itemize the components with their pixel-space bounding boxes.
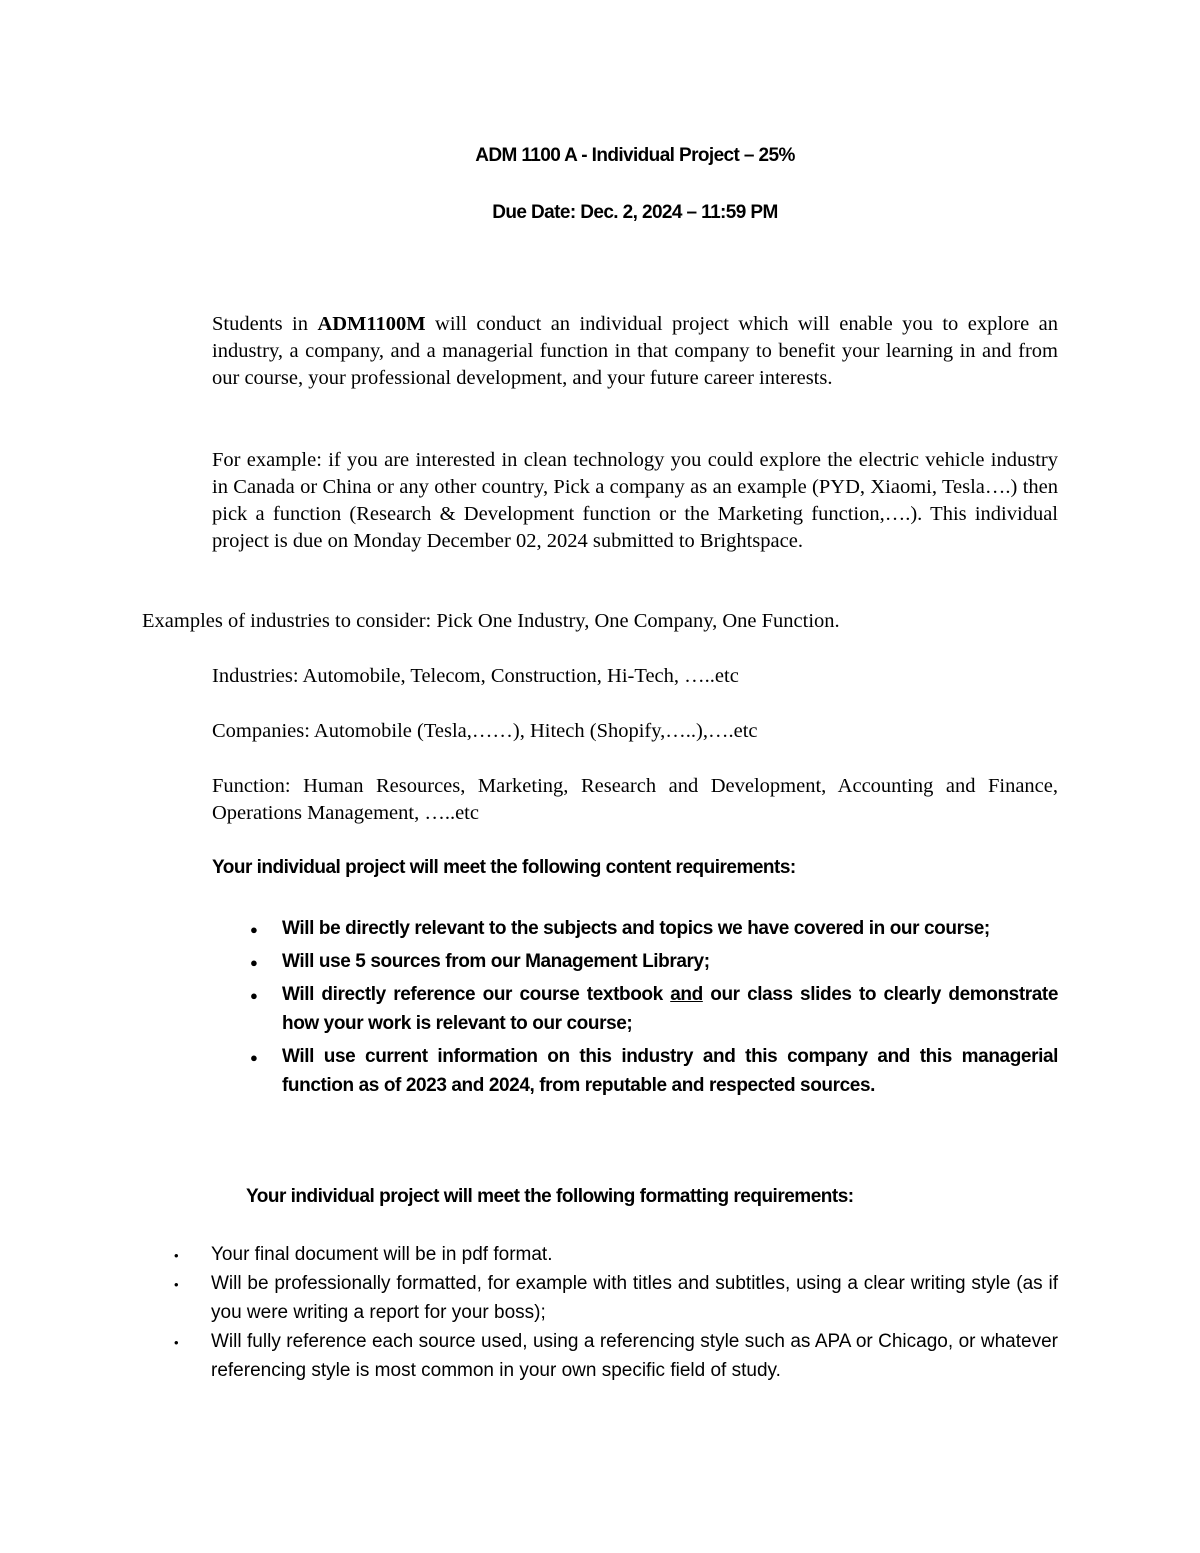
requirement-text: Will be directly relevant to the subjects and topics we have covered in our course; bbox=[282, 918, 990, 939]
requirement-text-before: Will directly reference our course textbook bbox=[282, 984, 671, 1005]
formatting-requirements-heading: Your individual project will meet the following formatting requirements: bbox=[246, 1186, 854, 1207]
intro-paragraph bbox=[212, 311, 1058, 392]
intro-prefix: Students in bbox=[212, 313, 318, 335]
requirement-text: Will fully reference each source used, using a referencing style such as APA or Chicago, or whatever referencing style is most common in your own specific field of study. bbox=[211, 1331, 1058, 1381]
list-item bbox=[172, 1327, 1058, 1385]
requirement-text: Will be professionally formatted, for example with titles and subtitles, using a clear writing style (as if you were writing a report for your boss); bbox=[211, 1273, 1058, 1323]
list-item bbox=[246, 914, 1058, 943]
requirement-text-underlined: and bbox=[670, 984, 703, 1005]
requirement-text-after: our class slides to clearly demonstrate how your work is relevant to our course; bbox=[282, 984, 1058, 1034]
examples-intro: Examples of industries to consider: Pick One Industry, One Company, One Function. bbox=[142, 610, 840, 632]
list-item bbox=[172, 1240, 1058, 1269]
bullet-icon: ● bbox=[250, 988, 258, 1003]
bullet-icon: ● bbox=[250, 1050, 258, 1065]
project-title: ADM 1100 A - Individual Project – 25% bbox=[475, 145, 795, 166]
bullet-icon: ● bbox=[250, 922, 258, 937]
list-item bbox=[246, 1042, 1058, 1100]
course-code: ADM1100M bbox=[317, 313, 426, 335]
list-item bbox=[172, 1269, 1058, 1327]
content-requirements-heading: Your individual project will meet the following content requirements: bbox=[212, 857, 796, 878]
bullet-icon: ● bbox=[250, 955, 258, 970]
list-item bbox=[246, 947, 1058, 976]
list-item bbox=[246, 980, 1058, 1038]
formatting-requirements-list bbox=[172, 1240, 1058, 1385]
intro-rest: will conduct an individual project which will enable you to explore an industry, a company, and a managerial function in that company to benefit your learning in and from our course, your professional development, and your future career interests. bbox=[212, 313, 1058, 389]
industries-line: Industries: Automobile, Telecom, Construction, Hi-Tech, …..etc bbox=[212, 665, 739, 687]
example-paragraph: For example: if you are interested in clean technology you could explore the electric vehicle industry in Canada or China or any other country, Pick a company as an example (PYD, Xiaomi, Tesla….) then pick a function (Research & Development function or the Marketing function,….). This individual project is due on Monday December 02, 2024 submitted to Brightspace. bbox=[212, 449, 1058, 552]
functions-line: Function: Human Resources, Marketing, Research and Development, Accounting and Finance, Operations Management, …..etc bbox=[212, 775, 1058, 824]
due-date: Due Date: Dec. 2, 2024 – 11:59 PM bbox=[492, 202, 778, 223]
requirement-text: Will use current information on this industry and this company and this managerial function as of 2023 and 2024, from reputable and respected sources. bbox=[282, 1046, 1058, 1096]
companies-line: Companies: Automobile (Tesla,……), Hitech (Shopify,…..),….etc bbox=[212, 720, 758, 742]
requirement-text: Will use 5 sources from our Management Library; bbox=[282, 951, 710, 972]
bullet-icon: • bbox=[174, 1277, 179, 1292]
requirement-text: Your final document will be in pdf format. bbox=[211, 1244, 553, 1265]
bullet-icon: • bbox=[174, 1335, 179, 1350]
bullet-icon: • bbox=[174, 1248, 179, 1263]
content-requirements-list bbox=[246, 914, 1058, 1104]
